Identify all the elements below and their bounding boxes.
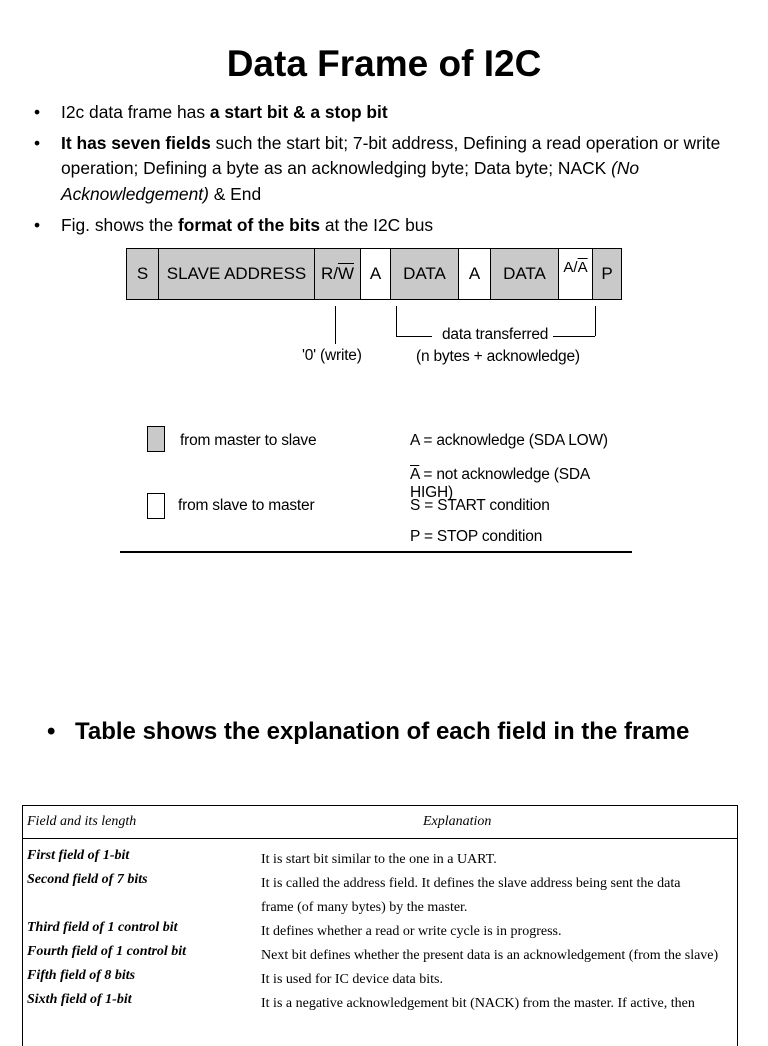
legend-nack-a: $\overline{A}$ — [410, 466, 420, 483]
legend-master-to-slave: from master to slave — [180, 432, 317, 449]
explanation-line: frame (of many bytes) by the master. — [261, 900, 468, 915]
bullet-text: such the start bit; 7-bit address, Defining a read operation or write operation; Defining a byte as an acknowledging byte; Data byte; NACK — [61, 132, 721, 178]
cell-stop: P — [592, 248, 622, 300]
legend-shaded-swatch — [147, 426, 165, 452]
bit-format-row — [126, 248, 626, 300]
cell-data: DATA — [390, 248, 458, 300]
field-cell: Fourth field of 1 control bit — [27, 944, 187, 959]
cell-slave-address: SLAVE ADDRESS — [158, 248, 314, 300]
bullet-bold-text: format of the bits — [177, 215, 320, 235]
explanation-line: It is start bit similar to the one in a UART. — [261, 852, 497, 867]
bullet-italic-text: (No Acknowledgement) — [61, 158, 640, 204]
bracket-bottom-line — [553, 336, 595, 337]
explanation-cell — [261, 920, 735, 944]
cell-ack-nack: A/ $\overline{A}$ — [558, 248, 592, 300]
legend-ack: A = acknowledge (SDA LOW) — [410, 432, 608, 449]
bullet-text: Fig. shows the — [61, 215, 178, 235]
bullet-dot: • — [47, 718, 56, 745]
explanation-cell — [261, 968, 735, 992]
cell-read-write: R/ $\overline{W}$ — [314, 248, 360, 300]
legend-stop: P = STOP condition — [410, 528, 543, 545]
explanation-cell — [261, 848, 735, 872]
field-cell: First field of 1-bit — [27, 848, 130, 863]
table-header — [23, 806, 737, 839]
cell-ack: A — [360, 248, 390, 300]
field-cell: Third field of 1 control bit — [27, 920, 178, 935]
explanation-cell — [261, 872, 735, 920]
bullet-bold-text: It has seven fields — [61, 132, 211, 153]
i2c-frame-figure — [120, 248, 632, 554]
bullet-text: I2c data frame has — [61, 102, 210, 122]
table-intro-bullet — [47, 714, 765, 750]
explanation-cell — [261, 944, 735, 968]
bracket-left-line — [396, 306, 397, 336]
field-cell: Sixth field of 1-bit — [27, 992, 132, 1007]
cell-ack: A — [458, 248, 490, 300]
bullet-dot: • — [34, 215, 41, 235]
bullet-dot: • — [34, 102, 41, 122]
legend-start: S = START condition — [410, 497, 550, 514]
explanation-line: Next bit defines whether the present data is an acknowledgement (from the slave) — [261, 948, 719, 963]
bullet-bold-text: a start bit & a stop bit — [209, 102, 388, 122]
n-bytes-label: (n bytes + acknowledge) — [416, 348, 580, 365]
bullet-dot: • — [34, 132, 41, 153]
explanation-line: It is used for IC device data bits. — [261, 972, 443, 987]
explanation-line: It is a negative acknowledgement bit (NACK) from the master. If active, then — [261, 996, 695, 1011]
bracket-bottom-line — [396, 336, 432, 337]
bullet-item — [34, 131, 734, 208]
explanation-cell — [261, 992, 735, 1016]
bracket-right-line — [595, 306, 596, 336]
bullet-text: at the I2C bus — [320, 215, 434, 235]
cell-start: S — [126, 248, 158, 300]
header-explanation: Explanation — [423, 814, 492, 829]
legend-nack-text: = not acknowledge (SDA HIGH) — [410, 466, 590, 501]
bullet-item — [34, 100, 734, 126]
legend-white-swatch — [147, 493, 165, 519]
bullet-item — [34, 213, 734, 239]
explanation-line: It defines whether a read or write cycle is in progress. — [261, 924, 562, 939]
page-title: Data Frame of I2C — [226, 43, 542, 84]
field-cell: Fifth field of 8 bits — [27, 968, 136, 983]
header-field: Field and its length — [27, 814, 137, 829]
field-explanation-table — [22, 805, 738, 1046]
bullet-list — [34, 100, 734, 245]
write-label: '0' (write) — [302, 347, 362, 364]
bullet-text: Table shows the explanation of each field in the frame — [75, 718, 690, 745]
data-transferred-label: data transferred — [442, 326, 549, 343]
legend-slave-to-master: from slave to master — [178, 497, 315, 514]
figure-bottom-rule — [120, 551, 632, 553]
explanation-line: It is called the address field. It defines the slave address being sent the data — [261, 876, 681, 891]
field-cell: Second field of 7 bits — [27, 872, 148, 887]
cell-data: DATA — [490, 248, 558, 300]
write-marker-line — [335, 306, 336, 344]
bullet-text: & End — [208, 183, 262, 204]
